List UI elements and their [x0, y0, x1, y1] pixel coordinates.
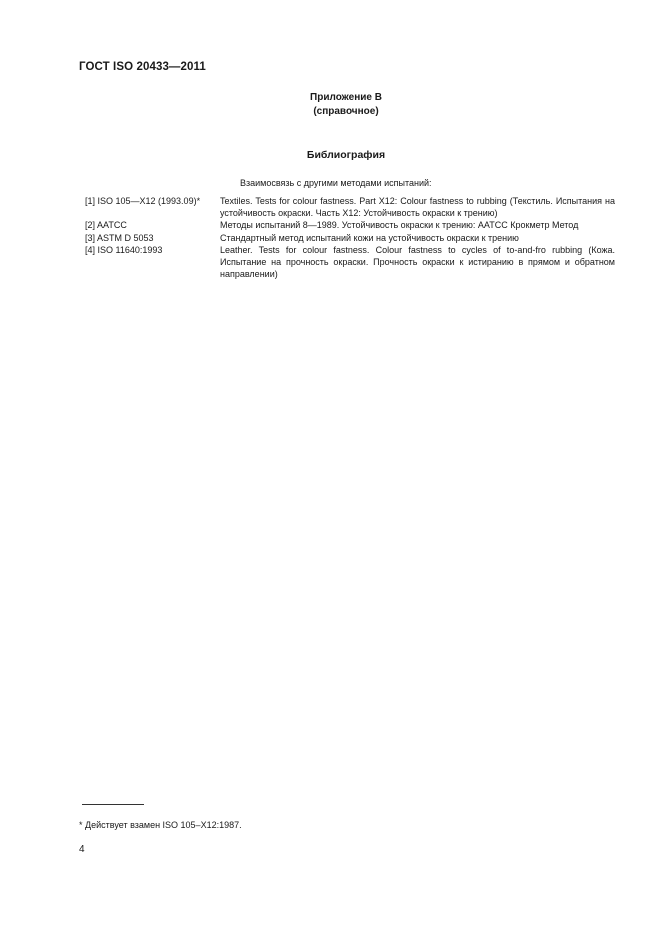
footnote-divider — [82, 804, 144, 805]
reference-text: Методы испытаний 8—1989. Устойчивость окраски к трению: AATCC Крокметр Метод — [220, 220, 579, 231]
reference-text: Textiles. Tests for colour fastness. Part X12: Colour fastness to rubbing (Текстиль. Испытания на устойчивость окраски. Часть X12: Устойчивость окраски к трению) — [220, 196, 615, 219]
page-number: 4 — [79, 844, 85, 855]
reference-item — [85, 219, 615, 231]
reference-id: [2] AATCC — [85, 220, 127, 231]
reference-item — [85, 244, 615, 281]
footnote: * Действует взамен ISO 105–X12:1987. — [79, 820, 242, 830]
bibliography-title: Библиография — [306, 149, 386, 161]
reference-id: [1] ISO 105—X12 (1993.09)* — [85, 196, 201, 206]
reference-id: [4] ISO 11640:1993 — [85, 244, 163, 255]
reference-item — [85, 232, 615, 244]
reference-text: Стандартный метод испытаний кожи на устойчивость окраски к трению — [220, 232, 519, 243]
reference-item — [85, 195, 615, 219]
bibliography-subheading: Взаимосвязь с другими методами испытаний: — [240, 178, 432, 188]
appendix-title: Приложение В — [310, 92, 382, 103]
reference-text: Leather. Tests for colour fastness. Colour fastness to cycles of to-and-fro rubbing (Кожа. Испытание на прочность окраски. Прочность окраски к истиранию в прямом и обратном направлении) — [220, 244, 615, 280]
standard-header: ГОСТ ISO 20433—2011 — [79, 61, 206, 73]
reference-id: [3] ASTM D 5053 — [85, 232, 154, 243]
appendix-heading — [230, 91, 462, 119]
appendix-kind: (справочное) — [313, 106, 379, 117]
reference-list — [85, 195, 615, 280]
